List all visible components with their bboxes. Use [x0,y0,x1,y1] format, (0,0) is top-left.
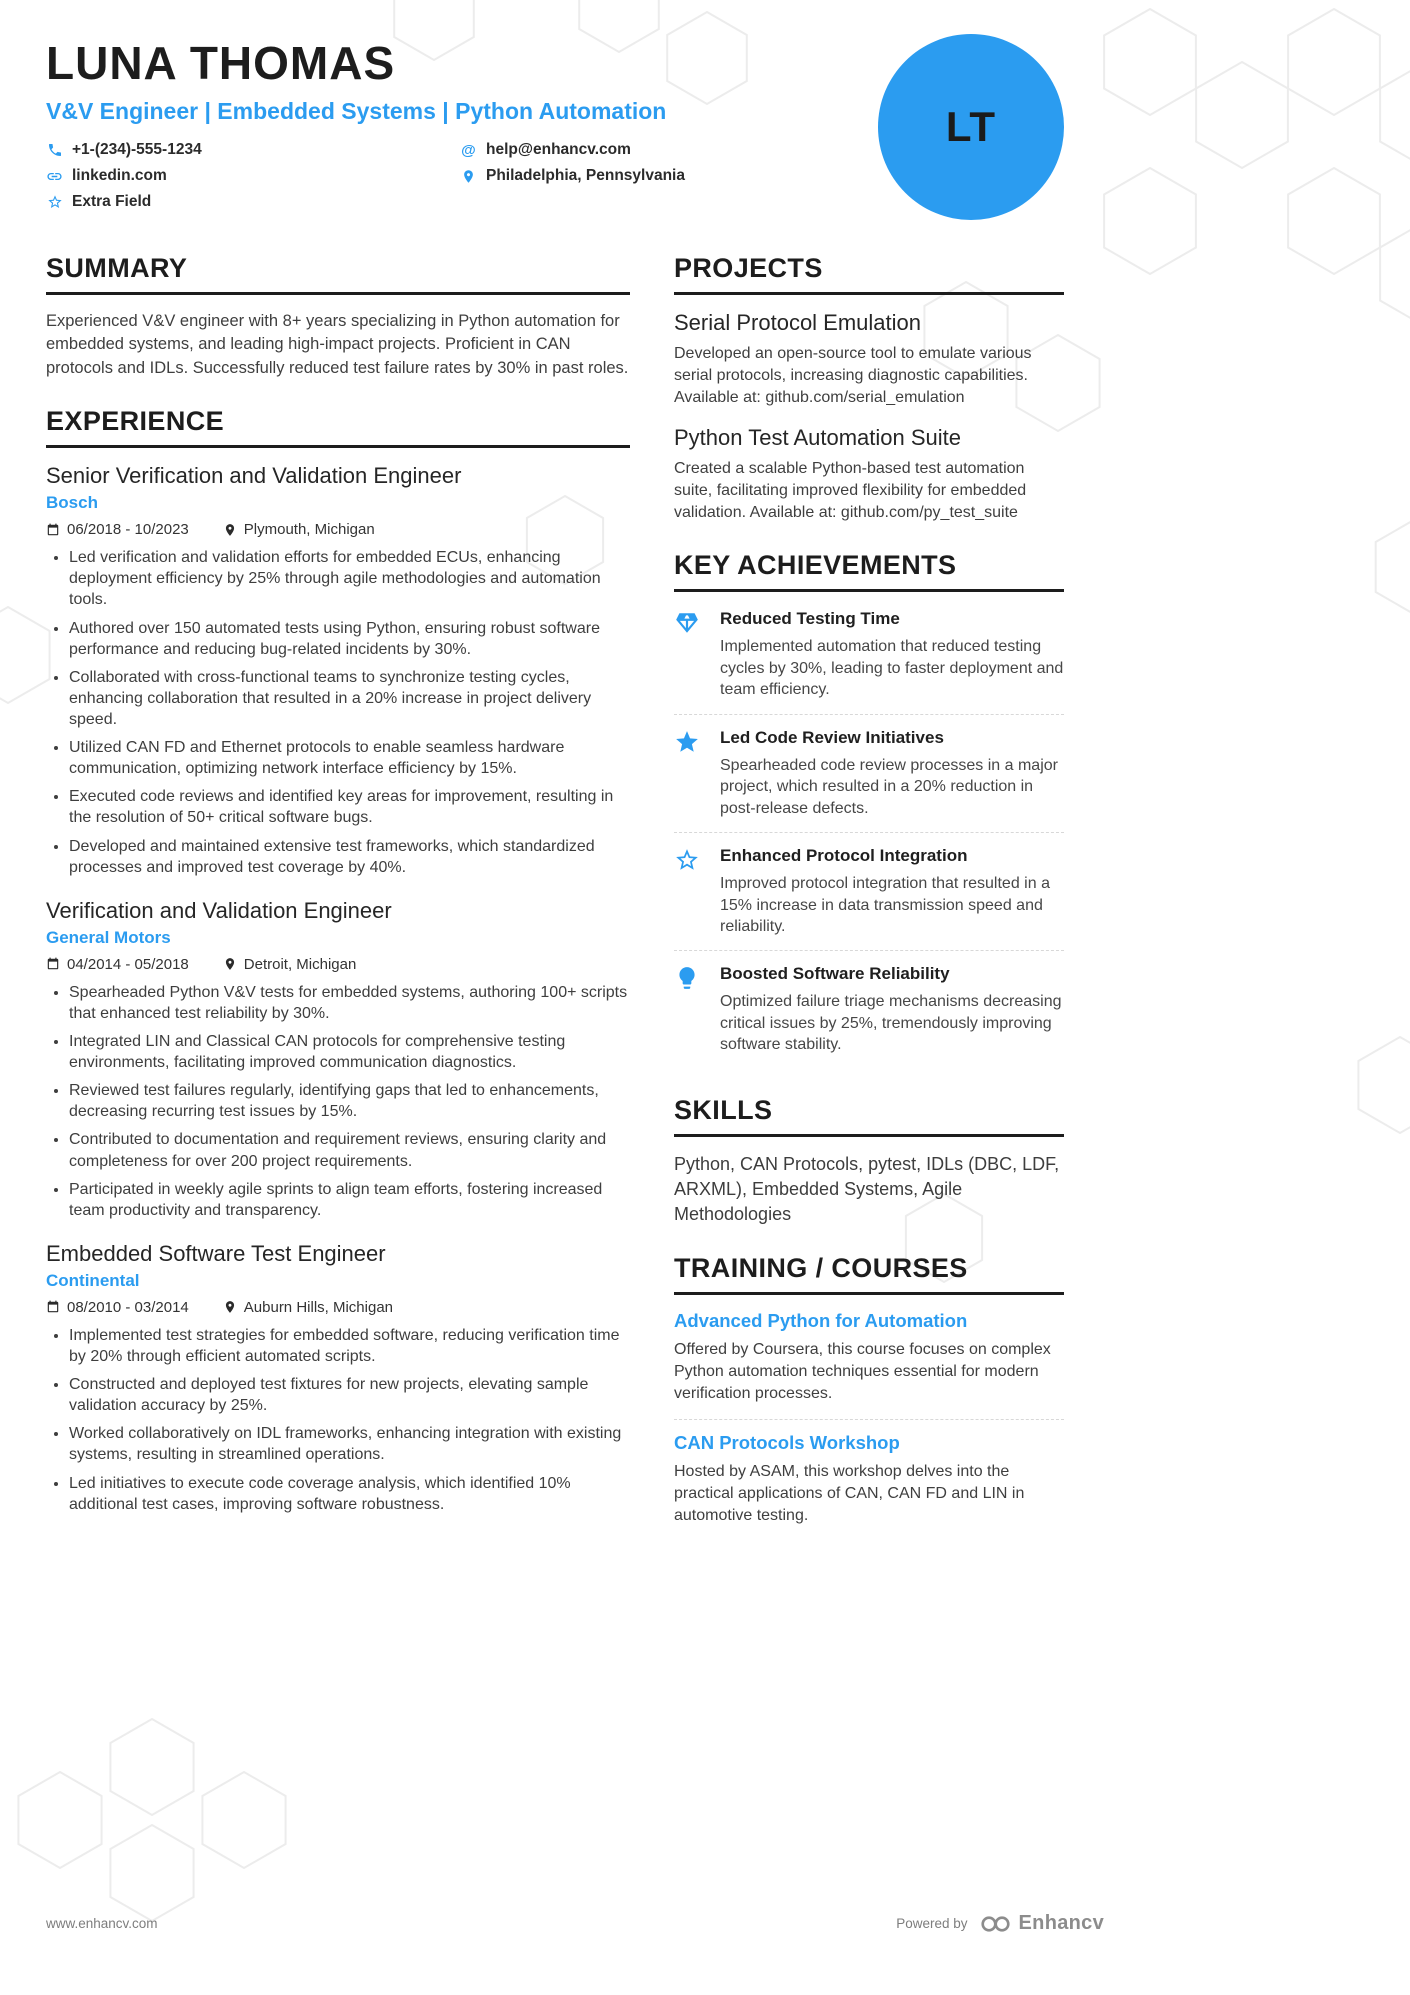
avatar: LT [878,34,1064,220]
job-title: Senior Verification and Validation Engineer [46,463,462,489]
course-title: Advanced Python for Automation [674,1310,968,1332]
bullet-item: • Authored over 150 automated tests using Python, ensuring robust software performance and reducing bug-related incidents by 30%. [69,618,630,660]
key-achievements-section [674,550,1064,1068]
achievement-description: Optimized failure triage mechanisms decreasing critical issues by 25%, tremendously improving software stability. [720,993,1062,1054]
job-title: Embedded Software Test Engineer [46,1240,386,1266]
project-description: Created a scalable Python-based test automation suite, facilitating improved flexibility for embedded validation. Available at: github.com/py_test_suite [674,460,1027,522]
course-entry [674,1310,1064,1419]
resume-page [46,0,1064,1566]
enhancv-wordmark: Enhancv [1018,1912,1104,1934]
job-location [223,956,357,973]
achievement-title: Led Code Review Initiatives [720,727,944,747]
experience-entry [46,1241,630,1515]
calendar-icon [46,957,60,971]
extra-field-value: Extra Field [72,193,152,210]
location-pin-icon [460,169,477,184]
project-title: Serial Protocol Emulation [674,310,922,335]
skills-section [674,1095,1064,1228]
summary-heading: SUMMARY [46,253,630,295]
job-dates [46,956,189,973]
achievement-description: Improved protocol integration that resulted in a 15% increase in data transmission speed and reliability. [720,875,1050,935]
bullet-item: • Constructed and deployed test fixtures for new projects, elevating sample validation accuracy by 25%. [69,1374,630,1416]
bullet-item: • Participated in weekly agile sprints to align team efforts, fostering increased team productivity and transparency. [69,1179,630,1221]
powered-by-label: Powered by [896,1916,968,1931]
summary-text: Experienced V&V engineer with 8+ years specializing in Python automation for embedded systems, and leading high-impact projects. Proficient in CAN protocols and IDLs. Successfully reduced test failure rates by 30% in past roles. [46,312,629,377]
bullet-item: • Integrated LIN and Classical CAN protocols for comprehensive testing environments, facilitating improved communication diagnostics. [69,1031,630,1073]
contact-location [460,167,876,185]
skills-text: Python, CAN Protocols, pytest, IDLs (DBC, LDF, ARXML), Embedded Systems, Agile Methodologies [674,1153,1060,1225]
two-column-layout [46,253,1064,1566]
location-pin-icon [223,523,237,537]
contact-email[interactable] [460,141,876,159]
resume-header [46,36,1064,211]
enhancv-logo [980,1912,1104,1935]
job-meta [46,956,630,973]
contact-phone[interactable] [46,141,460,159]
course-entry [674,1432,1064,1540]
phone-value: +1-(234)-555-1234 [72,141,202,158]
course-description: Offered by Coursera, this course focuses on complex Python automation techniques essential for modern verification processes. [674,1341,1051,1403]
bullet-item: • Developed and maintained extensive test frameworks, which standardized processes and improved test coverage by 40%. [69,836,630,878]
project-entry [674,310,1064,409]
location-pin-icon [223,1300,237,1314]
calendar-icon [46,1300,60,1314]
phone-icon [46,142,63,158]
job-title: Verification and Validation Engineer [46,897,392,923]
enhancv-logo-icon [980,1914,1012,1934]
achievement-text [720,609,1064,700]
star-outline-icon [46,194,63,210]
contact-link[interactable] [46,167,460,185]
company-name: Continental [46,1270,140,1290]
job-bullets [46,547,630,878]
link-icon [46,168,63,185]
email-value: help@enhancv.com [486,141,631,158]
location-value: Plymouth, Michigan [243,521,375,539]
experience-section [46,406,630,1515]
location-value: Detroit, Michigan [243,955,357,973]
bullet-item: • Executed code reviews and identified key areas for improvement, resulting in the resolution of 50+ critical software bugs. [69,786,630,828]
projects-heading: PROJECTS [674,253,1064,295]
link-value: linkedin.com [72,167,167,184]
achievement-text [720,728,1064,819]
bullet-item: • Contributed to documentation and requirement reviews, ensuring clarity and completeness for over 200 project requirements. [69,1129,630,1171]
summary-section [46,253,630,380]
lightbulb-icon [674,964,706,1055]
experience-heading: EXPERIENCE [46,406,630,448]
job-dates [46,521,189,538]
training-heading: TRAINING / COURSES [674,1253,1064,1295]
gem-icon [674,609,706,700]
job-location [223,1299,393,1316]
bullet-item: • Led initiatives to execute code coverage analysis, which identified 10% additional test cases, improving software robustness. [69,1473,630,1515]
achievement-title: Boosted Software Reliability [720,964,950,984]
header-title: V&V Engineer | Embedded Systems | Python Automation [46,98,667,124]
right-column [674,253,1064,1566]
location-value: Auburn Hills, Michigan [243,1298,394,1316]
achievement-item [674,951,1064,1068]
achievement-title: Reduced Testing Time [720,609,900,629]
footer-site-link[interactable]: www.enhancv.com [46,1916,158,1931]
job-location [223,521,375,538]
bullet-item: • Reviewed test failures regularly, identifying gaps that led to enhancements, decreasing recurring test issues by 15%. [69,1080,630,1122]
bullet-item: • Implemented test strategies for embedded software, reducing verification time by 20% through efficient automated scripts. [69,1325,630,1367]
company-name: General Motors [46,927,171,947]
job-meta [46,1299,630,1316]
dates-value: 06/2018 - 10/2023 [67,521,189,539]
project-title: Python Test Automation Suite [674,425,961,451]
contact-extra-field [46,193,460,211]
achievement-item [674,833,1064,951]
experience-entry [46,463,630,878]
bullet-item: • Utilized CAN FD and Ethernet protocols to enable seamless hardware communication, optimizing network interface efficiency by 15%. [69,737,630,779]
achievement-item [674,715,1064,833]
header-name: LUNA THOMAS [46,37,396,89]
course-title: CAN Protocols Workshop [674,1431,900,1453]
projects-section [674,253,1064,524]
achievement-item [674,607,1064,714]
job-meta [46,521,630,538]
achievement-description: Spearheaded code review processes in a major project, which resulted in a 20% reduction in post-release defects. [720,756,1058,817]
bullet-item: • Led verification and validation efforts for embedded ECUs, enhancing deployment efficiency by 25% through agile methodologies and automation tools. [69,547,630,610]
job-bullets [46,982,630,1221]
at-icon: @ [461,141,476,159]
achievement-title: Enhanced Protocol Integration [720,846,968,866]
training-section [674,1253,1064,1539]
experience-entry [46,898,630,1221]
star-icon [674,728,706,819]
company-name: Bosch [46,493,98,513]
dates-value: 08/2010 - 03/2014 [67,1298,189,1316]
achievement-text [720,846,1064,937]
location-value: Philadelphia, Pennsylvania [486,167,685,184]
powered-by [896,1912,1104,1935]
skills-heading: SKILLS [674,1095,1064,1137]
contact-info [46,141,876,211]
bullet-item: • Spearheaded Python V&V tests for embedded systems, authoring 100+ scripts that enhanced test reliability by 30%. [69,982,630,1024]
project-entry [674,425,1064,524]
key-achievements-heading: KEY ACHIEVEMENTS [674,550,1064,592]
bullet-item: • Collaborated with cross-functional teams to synchronize testing cycles, enhancing collaboration that resulted in a 20% increase in project delivery speed. [69,667,630,730]
bullet-item: • Worked collaboratively on IDL frameworks, enhancing integration with existing systems, resulting in streamlined operations. [69,1423,630,1465]
location-pin-icon [223,957,237,971]
achievement-text [720,964,1064,1055]
left-column [46,253,630,1566]
job-dates [46,1299,189,1316]
job-bullets [46,1325,630,1515]
calendar-icon [46,523,60,537]
dates-value: 04/2014 - 05/2018 [67,955,189,973]
course-description: Hosted by ASAM, this workshop delves into the practical applications of CAN, CAN FD and LIN in automotive testing. [674,1462,1025,1524]
page-footer [46,1912,1104,1935]
achievement-description: Implemented automation that reduced testing cycles by 30%, leading to faster deployment and team efficiency. [720,638,1064,699]
project-description: Developed an open-source tool to emulate various serial protocols, increasing diagnostic capabilities. Available at: github.com/serial_emulation [674,345,1032,407]
star-outline-icon [674,846,706,937]
